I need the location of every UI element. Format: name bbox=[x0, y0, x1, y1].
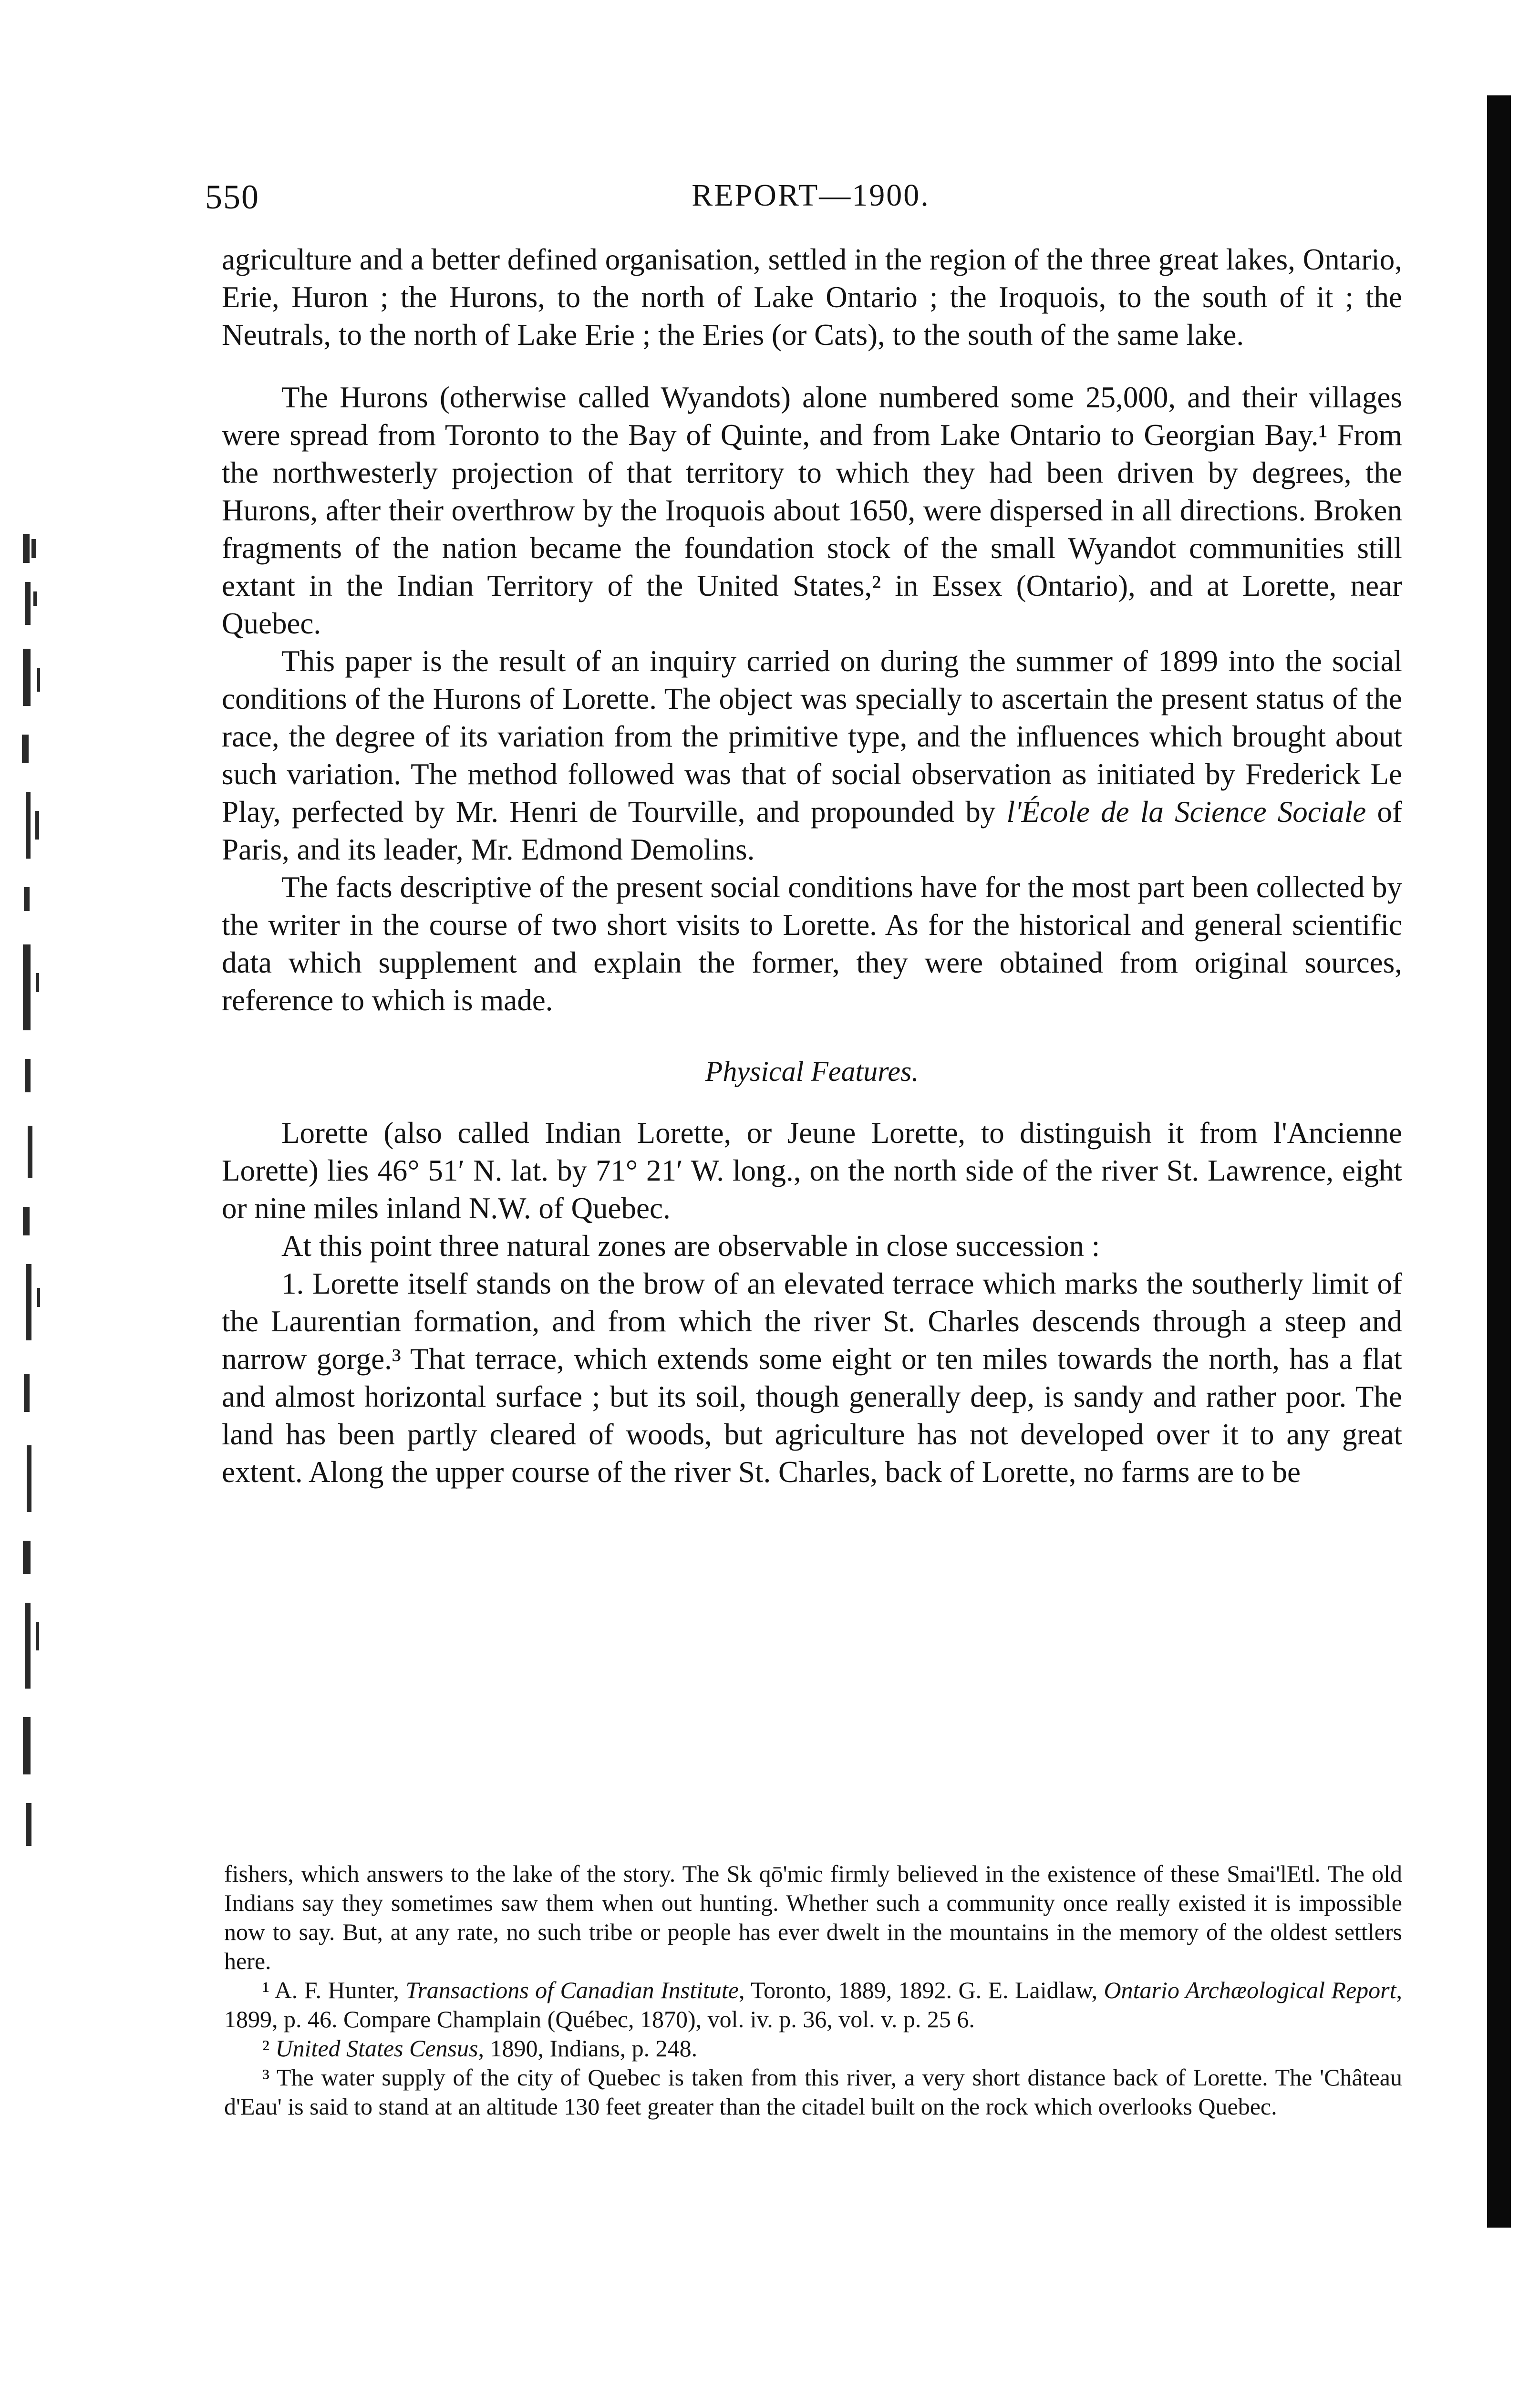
running-title: REPORT—1900. bbox=[692, 178, 930, 213]
inquiry-text-end: of Paris, and its leader, Mr. Edmond Demolins. bbox=[222, 795, 1403, 866]
paragraph-inquiry bbox=[222, 643, 1402, 869]
page-header bbox=[205, 177, 1416, 220]
footnote-2-marker: ² bbox=[262, 2035, 276, 2062]
footnote-1-marker: ¹ A. F. Hunter, bbox=[262, 1977, 406, 2003]
footnote-1-text-a: , Toronto, 1889, 1892. G. E. Laidlaw, bbox=[739, 1977, 1104, 2003]
footnote-2-title: United States Census bbox=[275, 2035, 478, 2062]
school-name: l'École de la Science Sociale bbox=[1006, 795, 1366, 829]
footnote-3: ³ The water supply of the city of Quebec is taken from this river, a very short distance back of Lorette. The 'Château d'Eau' is said to stand at an altitude 130 feet greater than the citadel built on the rock which overlooks Quebec. bbox=[224, 2064, 1402, 2120]
footnotes bbox=[224, 1859, 1402, 2121]
inquiry-text-start: This paper is the result of an inquiry carried on during the summer of 1899 into the social conditions of the Hurons of Lorette. The object was specially to ascertain the present status of the race, the degree of its variation from the primitive type, and the influences which brought about such variation. The method followed was that of social observation as initiated by Frederick Le Play, perfected by Mr. Henri de Tourville, and propounded by bbox=[222, 644, 1402, 829]
page-number: 550 bbox=[205, 178, 259, 216]
paragraph-zones-intro: At this point three natural zones are observable in close succession : bbox=[281, 1229, 1100, 1263]
section-heading: Physical Features. bbox=[705, 1056, 919, 1087]
paragraph-location: Lorette (also called Indian Lorette, or Jeune Lorette, to distinguish it from l'Ancienne Lorette) lies 46° 51′ N. lat. by 71° 21′ W. long., on the north side of the river St. Lawrence, eight or nine miles inland N.W. of Quebec. bbox=[222, 1116, 1402, 1225]
footnote-1-title-a: Transactions of Canadian Institute bbox=[405, 1977, 739, 2003]
body-text bbox=[222, 241, 1402, 1491]
paragraph-hurons: The Hurons (otherwise called Wyandots) alone numbered some 25,000, and their villages were spread from Toronto to the Bay of Quinte, and from Lake Ontario to Georgian Bay.¹ From the northwesterly projection of that territory to which they had been driven by degrees, the Hurons, after their overthrow by the Iroquois about 1650, were dispersed in all directions. Broken fragments of the nation became the foundation stock of the small Wyandot communities still extant in the Indian Territory of the United States,² in Essex (Ontario), and at Lorette, near Quebec. bbox=[222, 381, 1402, 640]
footnote-continuation: fishers, which answers to the lake of the story. The Sk qō'mic firmly believed in the existence of these Smai'lEtl. The old Indians say they sometimes saw them when out hunting. Whether such a community once really existed it is impossible now to say. But, at any rate, no such tribe or people has ever dwelt in the mountains in the memory of the oldest settlers here. bbox=[224, 1860, 1402, 1974]
footnote-1 bbox=[224, 1976, 1402, 2034]
paragraph-continuation: agriculture and a better defined organisation, settled in the region of the three great lakes, Ontario, Erie, Huron ; the Hurons, to the north of Lake Ontario ; the Iroquois, to the south of it ; the Neutrals, to the north of Lake Erie ; the Eries (or Cats), to the south of the same lake. bbox=[222, 243, 1402, 352]
footnote-2 bbox=[224, 2034, 1402, 2063]
paragraph-facts: The facts descriptive of the present social conditions have for the most part been collected by the writer in the course of two short visits to Lorette. As for the historical and general scientific data which supplement and explain the former, they were obtained from original sources, reference to which is made. bbox=[222, 871, 1402, 1017]
paragraph-zone-one: 1. Lorette itself stands on the brow of an elevated terrace which marks the southerly limit of the Laurentian formation, and from which the river St. Charles descends through a steep and narrow gorge.³ That terrace, which extends some eight or ten miles towards the north, has a flat and almost horizontal surface ; but its soil, though generally deep, is sandy and rather poor. The land has been partly cleared of woods, but agriculture has not developed over it to any great extent. Along the upper course of the river St. Charles, back of Lorette, no farms are to be bbox=[222, 1267, 1402, 1489]
footnote-1-text-b: , 1899, p. 46. Compare Champlain (Québec, 1870), vol. iv. p. 36, vol. v. p. 25 6. bbox=[224, 1977, 1402, 2032]
footnote-1-title-b: Ontario Archæological Report bbox=[1104, 1977, 1396, 2003]
footnote-2-text: , 1890, Indians, p. 248. bbox=[478, 2035, 698, 2062]
binding-speckle bbox=[9, 525, 66, 1889]
scan-edge-bar bbox=[1487, 95, 1511, 2228]
